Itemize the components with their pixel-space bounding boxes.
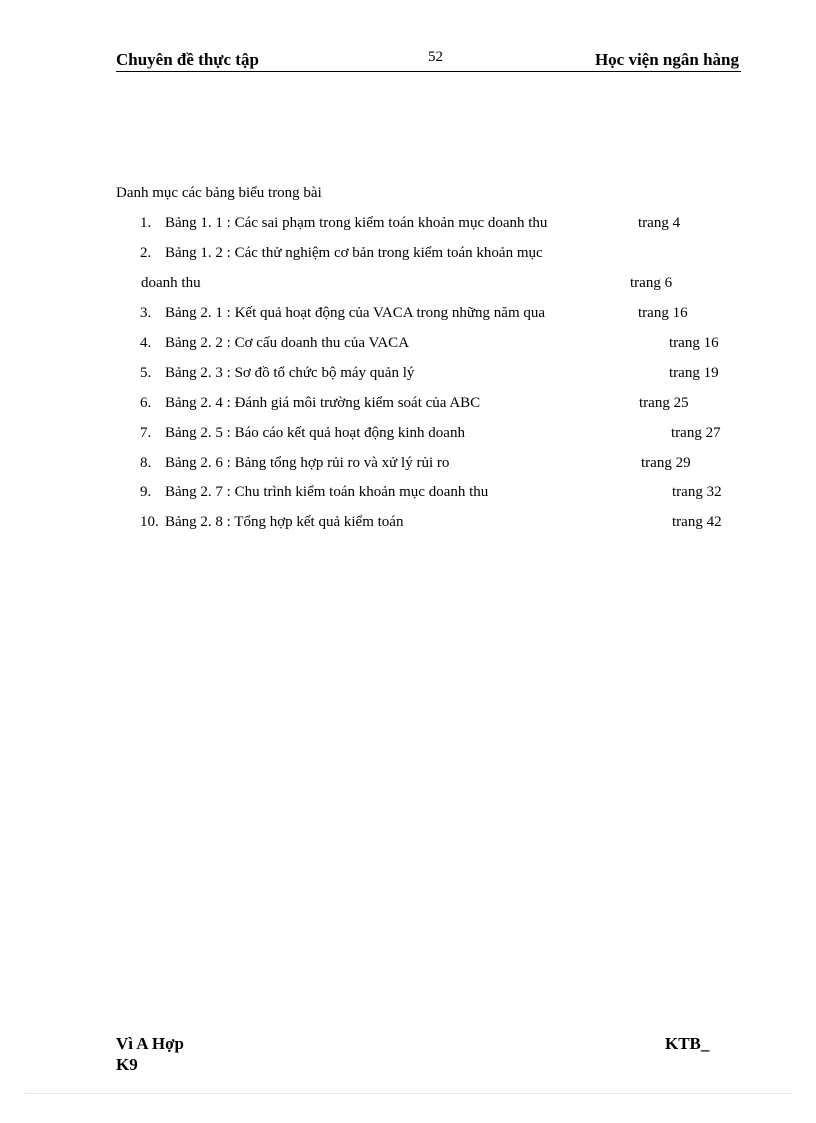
list-item-number: 8. — [140, 455, 152, 471]
list-item-page: trang 6 — [630, 275, 673, 291]
list-item-page: trang 19 — [669, 365, 719, 381]
list-item — [0, 215, 816, 235]
page-header — [116, 49, 741, 72]
list-item — [0, 335, 816, 355]
page-boundary-divider — [24, 1093, 792, 1094]
list-item-label: Bảng 2. 1 : Kết quả hoạt động của VACA trong những năm qua — [165, 305, 546, 321]
list-item-label: Bảng 2. 4 : Đánh giá môi trường kiểm soát của ABC — [165, 395, 481, 411]
list-item-page: trang 29 — [641, 455, 691, 471]
footer-class-suffix: K9 — [116, 1055, 138, 1074]
list-item — [0, 305, 816, 325]
list-item — [0, 395, 816, 415]
list-item-page: trang 4 — [638, 215, 681, 231]
list-item — [0, 455, 816, 475]
list-item-number: 2. — [140, 245, 152, 261]
list-item — [0, 245, 816, 265]
list-item-page: trang 42 — [672, 514, 722, 530]
list-item-number: 6. — [140, 395, 152, 411]
list-item-number: 10. — [140, 514, 159, 530]
header-page-number: 52 — [428, 49, 443, 65]
header-report-title: Chuyên đề thực tập — [116, 50, 259, 69]
list-item-page: trang 27 — [671, 425, 721, 441]
list-item — [0, 484, 816, 504]
list-item-number: 7. — [140, 425, 152, 441]
header-institution: Học viện ngân hàng — [594, 50, 739, 69]
footer-author-name: Vì A Hợp — [116, 1034, 184, 1053]
list-item-page: trang 16 — [638, 305, 688, 321]
list-item — [0, 425, 816, 445]
list-item — [0, 514, 816, 534]
list-item-page: trang 16 — [669, 335, 719, 351]
list-item-number: 5. — [140, 365, 152, 381]
list-item-label-continued: doanh thu — [141, 275, 201, 291]
list-item-label: Bảng 2. 8 : Tổng hợp kết quả kiểm toán — [165, 514, 404, 530]
list-item-label: Bảng 2. 3 : Sơ đồ tổ chức bộ máy quản lý — [165, 365, 415, 381]
list-item-label: Bảng 1. 2 : Các thử nghiệm cơ bản trong kiểm toán khoản mục — [165, 245, 543, 261]
list-item-continuation — [0, 275, 816, 295]
table-list-title: Danh mục các bảng biểu trong bài — [116, 185, 322, 201]
list-item-number: 3. — [140, 305, 152, 321]
list-item-label: Bảng 2. 5 : Báo cáo kết quả hoạt động kinh doanh — [165, 425, 465, 441]
list-item-number: 4. — [140, 335, 152, 351]
list-item-label: Bảng 2. 2 : Cơ cấu doanh thu của VACA — [165, 335, 410, 351]
list-item — [0, 365, 816, 385]
list-item-number: 9. — [140, 484, 152, 500]
list-item-page: trang 32 — [672, 484, 722, 500]
list-item-label: Bảng 2. 7 : Chu trình kiểm toán khoản mục doanh thu — [165, 484, 489, 500]
list-item-page: trang 25 — [639, 395, 689, 411]
list-item-number: 1. — [140, 215, 152, 231]
footer-class-code: KTB_ — [665, 1034, 710, 1053]
list-item-label: Bảng 1. 1 : Các sai phạm trong kiểm toán khoản mục doanh thu — [165, 215, 548, 231]
list-item-label: Bảng 2. 6 : Bảng tổng hợp rủi ro và xử lý rủi ro — [165, 455, 450, 471]
